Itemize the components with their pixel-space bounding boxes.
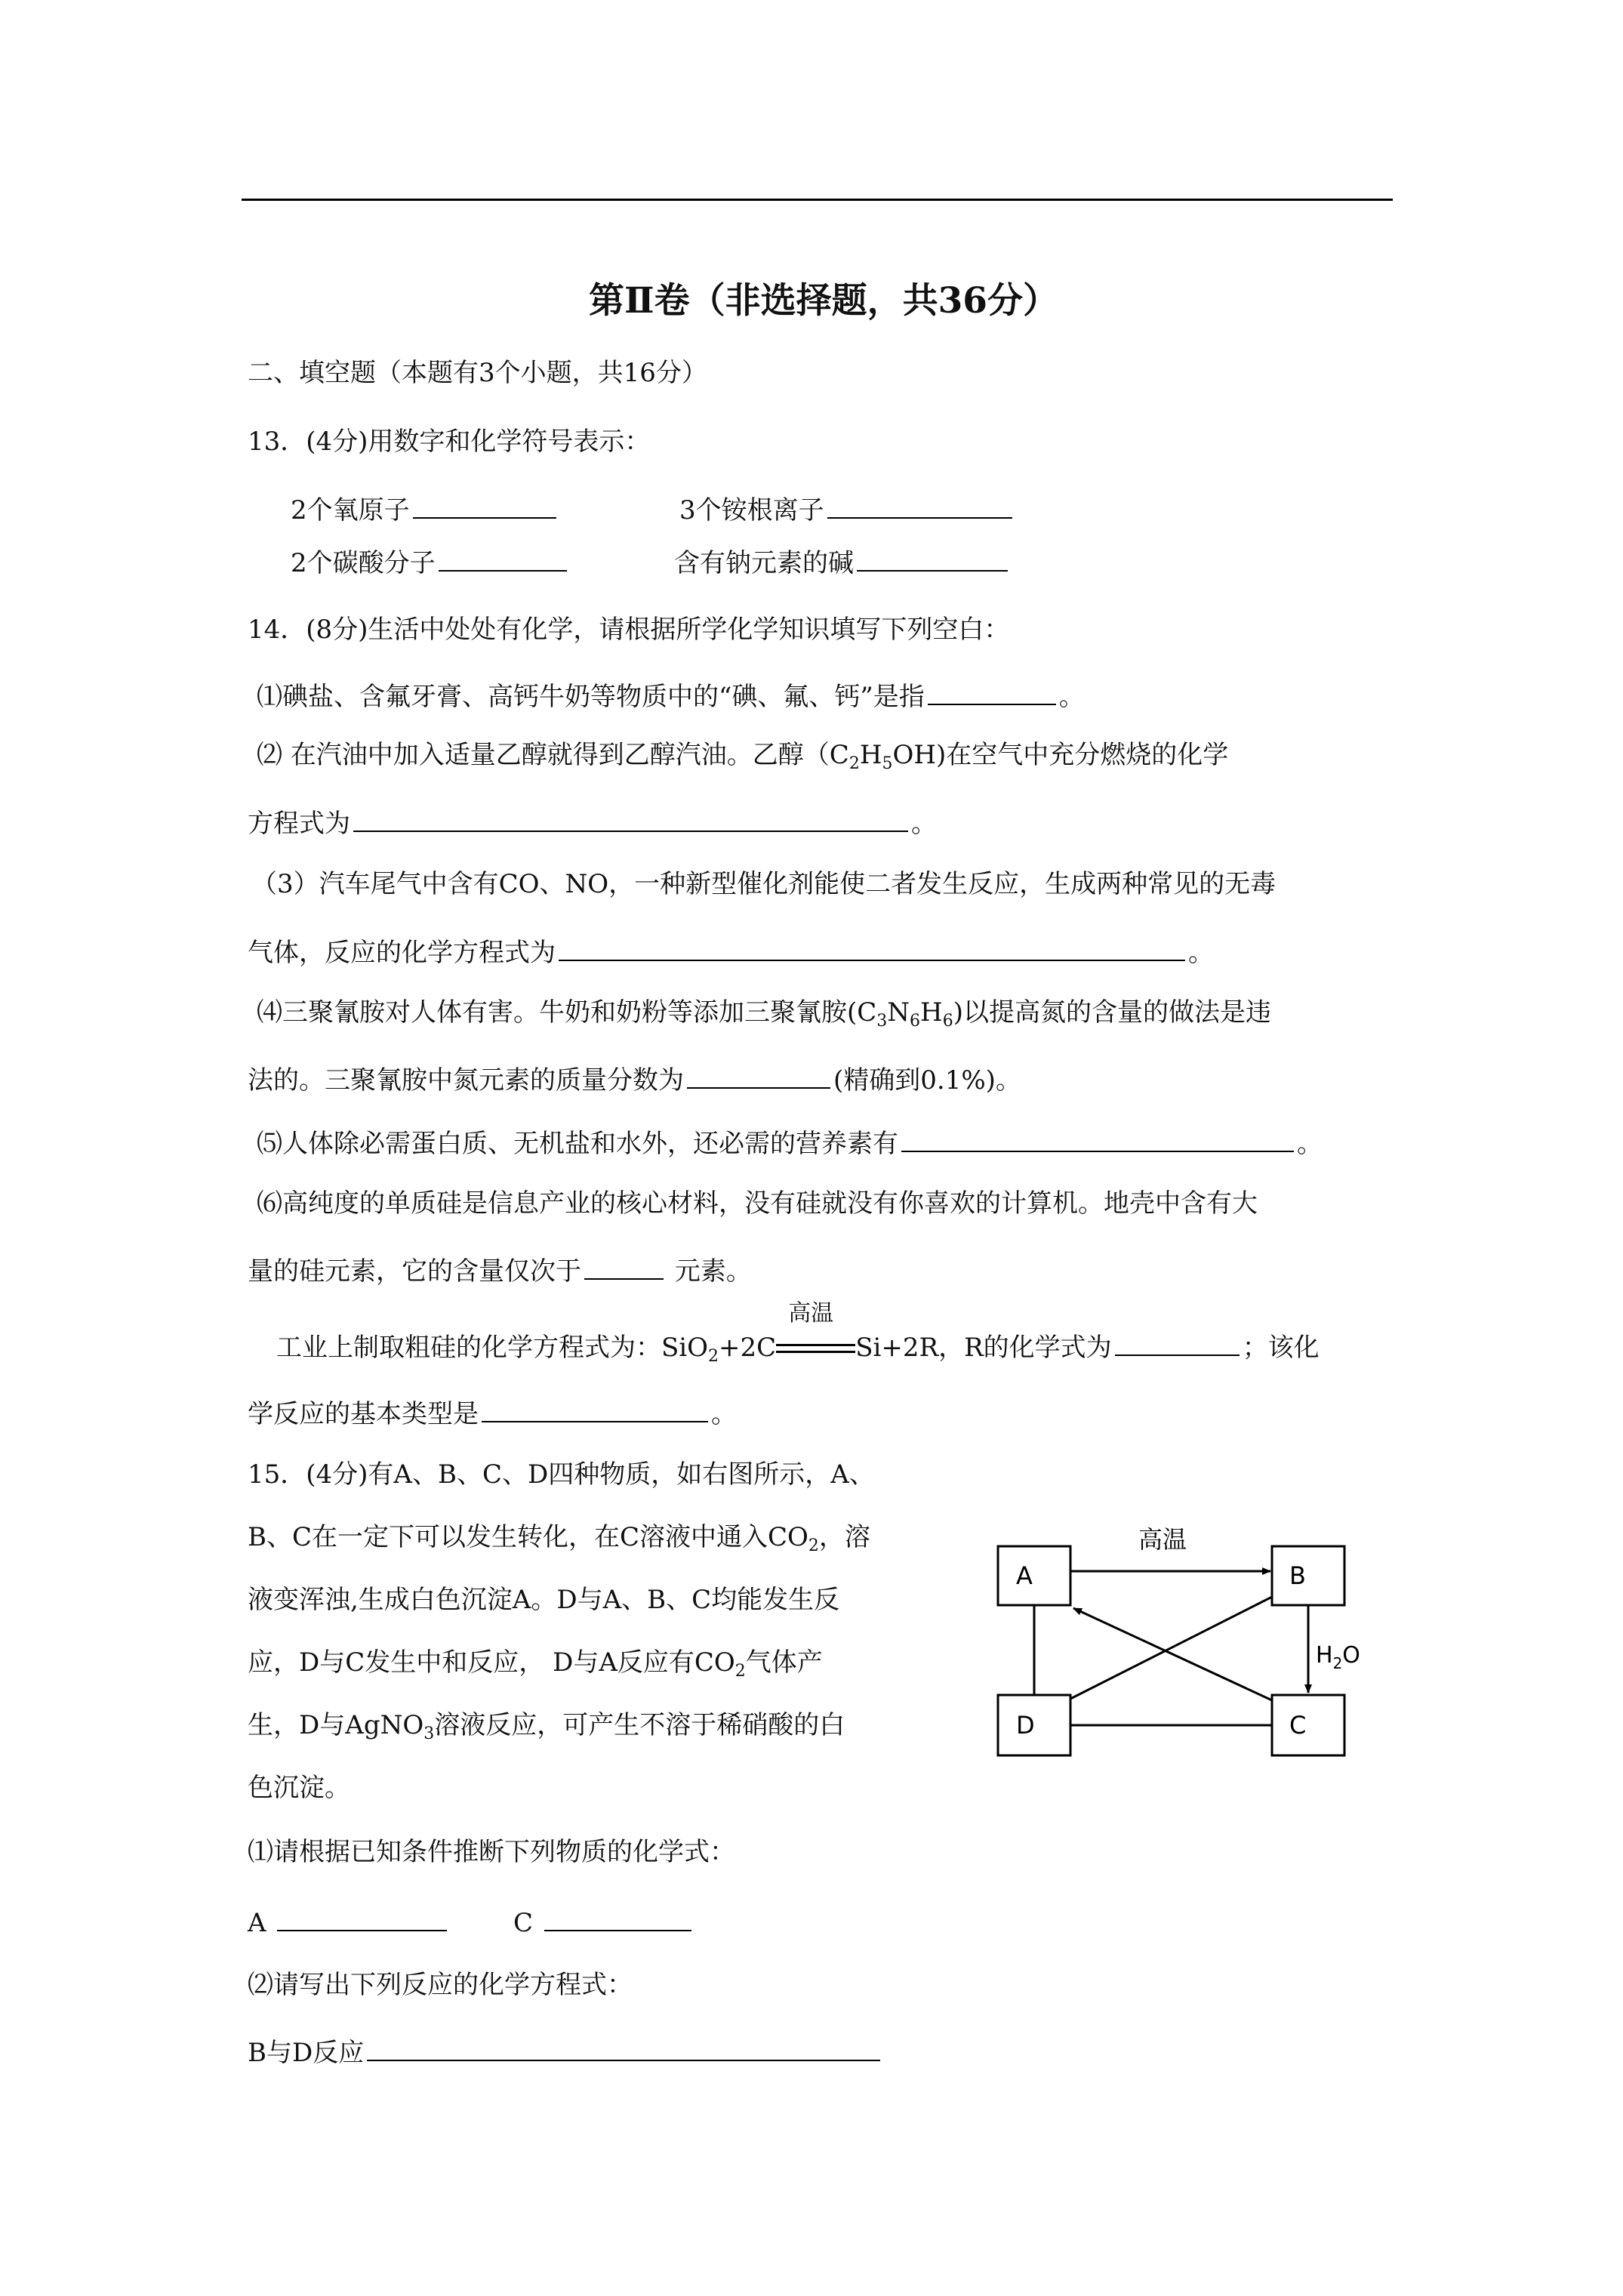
- q14-part4-line1: ⑷三聚氰胺对人体有害。牛奶和奶粉等添加三聚氰胺$(C_3N_6H_6)$以提高氮的含量的做法是违: [257, 997, 1271, 1031]
- q14-part6-line1: ⑹高纯度的单质硅是信息产业的核心材料，没有硅就没有你喜欢的计算机。地壳中含有大: [257, 1188, 1258, 1219]
- node-b: [1272, 1546, 1344, 1605]
- answer-blank[interactable]: [367, 2034, 880, 2061]
- answer-blank[interactable]: [901, 1125, 1294, 1152]
- answer-blank[interactable]: [584, 1253, 664, 1280]
- answer-blank[interactable]: [544, 1904, 691, 1931]
- q15-sub-question-1: ⑴请根据已知条件推断下列物质的化学式：: [248, 1837, 735, 1867]
- node-a-label: A: [1016, 1561, 1033, 1590]
- q13-item-carbonic-acid: 2个碳酸分子: [291, 544, 570, 578]
- answer-blank[interactable]: [559, 934, 1185, 961]
- q15-answer-c: C: [513, 1904, 694, 1938]
- q15-line2: B、C在一定下可以发生转化，在C溶液中通入$CO_2$，溶: [248, 1522, 870, 1555]
- q15-line6: 色沉淀。: [248, 1773, 350, 1803]
- arrow-b-to-c-label: $H_2O$: [1316, 1642, 1360, 1672]
- part2-heading: 二、填空题（本题有3个小题，共16分）: [248, 358, 707, 388]
- header-rule: [242, 199, 1393, 201]
- q15-b-d-reaction: B与D反应: [248, 2034, 883, 2068]
- q15-line4: 应，D与C发生中和反应， D与A反应有$CO_2$气体产: [248, 1647, 823, 1681]
- q14-part6-line2: 量的硅元素，它的含量仅次于 元素。: [248, 1253, 752, 1287]
- line-d-b: [1070, 1597, 1272, 1699]
- q14-part7: 学反应的基本类型是 。: [248, 1395, 737, 1429]
- q14-part1: ⑴碘盐、含氟牙膏、高钙牛奶等物质中的“碘、氟、钙”是指 。: [257, 678, 1085, 712]
- q14-part3-line2: 气体，反应的化学方程式为 。: [248, 934, 1214, 968]
- answer-blank[interactable]: [482, 1395, 708, 1422]
- section-title: 第Ⅱ卷（非选择题，共36分）: [589, 280, 1059, 322]
- answer-blank[interactable]: [413, 492, 556, 519]
- node-c: [1272, 1695, 1344, 1755]
- node-b-label: B: [1289, 1561, 1306, 1590]
- q13-item-ammonium-ions: 3个铵根离子: [679, 492, 1015, 525]
- reaction-diagram: [981, 1502, 1404, 1774]
- node-d-label: D: [1016, 1711, 1035, 1740]
- q15-line3: 液变浑浊,生成白色沉淀A。D与A、B、C均能发生反: [248, 1585, 840, 1615]
- arrow-c-to-a: [1073, 1608, 1272, 1700]
- q14-part3-line1: （3）汽车尾气中含有CO、NO，一种新型催化剂能使二者发生反应，生成两种常见的无毒: [251, 869, 1277, 899]
- arrow-a-to-b-label: 高温: [1138, 1525, 1187, 1554]
- answer-blank[interactable]: [277, 1904, 447, 1931]
- reaction-condition-sign: 高温: [776, 1334, 855, 1364]
- q13-item-oxygen-atoms: 2个氧原子: [291, 492, 559, 525]
- q14-part4-line2: 法的。三聚氰胺中氮元素的质量分数为 (精确到0.1%)。: [248, 1062, 1021, 1096]
- q14-part2-line1: ⑵ 在汽油中加入适量乙醇就得到乙醇汽油。乙醇$(C_2H_5OH)$在空气中充分燃烧的化学: [257, 740, 1229, 773]
- q15-answer-a: A: [248, 1904, 450, 1938]
- answer-blank[interactable]: [439, 544, 567, 572]
- q14-stem: 14．(8分)生活中处处有化学，请根据所学化学知识填写下列空白：: [248, 615, 1010, 645]
- answer-blank[interactable]: [353, 805, 908, 832]
- node-d: [998, 1695, 1070, 1755]
- node-c-label: C: [1289, 1711, 1307, 1740]
- node-a: [998, 1546, 1070, 1605]
- answer-blank[interactable]: [857, 544, 1008, 572]
- q13-stem: 13．(4分)用数字和化学符号表示：: [248, 427, 651, 457]
- q14-part2-line2: 方程式为 。: [248, 805, 937, 839]
- q15-line1: 15．(4分)有A、B、C、D四种物质，如右图所示，A、: [248, 1459, 875, 1490]
- answer-blank[interactable]: [687, 1062, 830, 1089]
- q14-silicon-equation: 工业上制取粗硅的化学方程式为：SiO$_2$+2C 高温 Si+2R，R的化学式为 ；该化: [276, 1300, 1320, 1366]
- answer-blank[interactable]: [928, 678, 1056, 705]
- answer-blank[interactable]: [1115, 1329, 1240, 1356]
- q15-line5: 生，D与AgNO$_3$溶液反应，可产生不溶于稀硝酸的白: [248, 1710, 845, 1743]
- q15-sub-question-2: ⑵请写出下列反应的化学方程式：: [248, 1970, 633, 2000]
- q13-item-sodium-base: 含有钠元素的碱: [674, 544, 1011, 578]
- answer-blank[interactable]: [827, 492, 1012, 519]
- q14-part5: ⑸人体除必需蛋白质、无机盐和水外，还必需的营养素有 。: [257, 1125, 1323, 1159]
